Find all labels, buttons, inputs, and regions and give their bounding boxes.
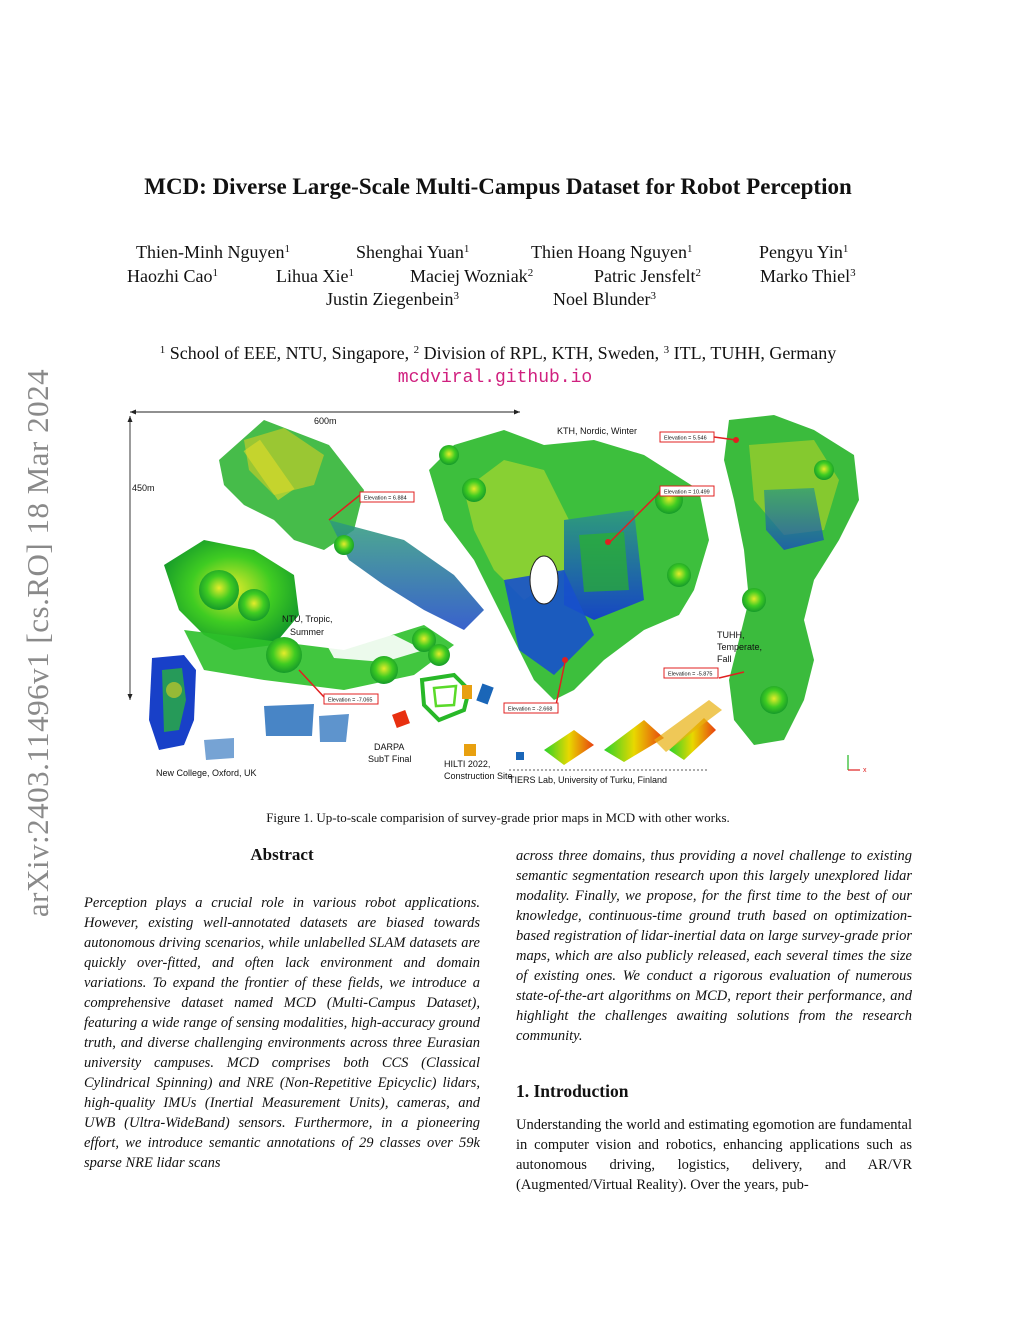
newcollege-label: New College, Oxford, UK xyxy=(156,768,257,778)
tuhh-label-line3: Fall xyxy=(717,654,732,664)
elevation-label: Elevation = 10.499 xyxy=(664,489,710,496)
kth-campus-map xyxy=(429,426,709,700)
author: Justin Ziegenbein$^3$ xyxy=(326,289,459,309)
elevation-label: Elevation = 6.884 xyxy=(364,495,407,502)
axis-x-label: x xyxy=(863,767,867,774)
author: Pengyu Yin$^1$ xyxy=(759,242,849,262)
hilti-map xyxy=(444,744,513,781)
tuhh-label-line1: TUHH, xyxy=(717,630,745,640)
author: Thien Hoang Nguyen$^1$ xyxy=(531,242,693,262)
tuhh-label-line2: Temperate, xyxy=(717,642,763,652)
author: Noel Blunder$^3$ xyxy=(553,289,656,309)
hilti-label-line2: Construction Site xyxy=(444,771,513,781)
darpa-label-line1: DARPA xyxy=(374,742,405,752)
ntu-label-line1: NTU, Tropic, xyxy=(282,614,333,624)
author: Lihua Xie$^1$ xyxy=(276,266,354,286)
elevation-label: Elevation = -7.065 xyxy=(328,697,373,704)
abstract-body-continued: across three domains, thus providing a novel challenge to existing semantic segmentation research upon this largely unexplored lidar modality. Finally, we propose, for the first time to the best of our knowledge, continuous-time ground truth based on optimization-based registration of lidar-inertial data on large survey-grade prior maps, which are also publicly released, each several times the size of existing ones. We conduct a rigorous evaluation of numerous state-of-the-art algorithms on MCD, report their performance, and highlight the challenges awaiting solutions from the research community. xyxy=(516,848,912,1044)
project-url[interactable]: mcdviral.github.io xyxy=(397,368,593,388)
introduction-body: Understanding the world and estimating egomotion are fundamental in computer vision and robotics, enhancing applications such as autonomous driving, logistics, delivery, and AR/VR (Augmented/Virtual Reality). Over the years, pub- xyxy=(516,1117,912,1193)
kth-label: KTH, Nordic, Winter xyxy=(557,426,638,436)
author: Marko Thiel$^3$ xyxy=(760,266,856,286)
scale-width-label: 600m xyxy=(314,416,337,426)
ntu-campus-map xyxy=(164,420,484,690)
section-heading-introduction: 1. Introduction xyxy=(516,1081,629,1101)
arxiv-identifier: arXiv:2403.11496v1 [cs.RO] 18 Mar 2024 xyxy=(20,368,55,918)
author: Patric Jensfelt$^2$ xyxy=(594,266,701,286)
axis-indicator xyxy=(848,755,867,774)
figure-caption: Figure 1. Up-to-scale comparision of survey-grade prior maps in MCD with other works. xyxy=(266,810,730,825)
author: Maciej Wozniak$^2$ xyxy=(410,266,534,286)
abstract-body: Perception plays a crucial role in various robot applications. However, existing well-annotated datasets are biased towards autonomous driving scenarios, while unlabelled SLAM datasets are quickly over-fitted, and often lack environment and domain variations. To expand the frontier of these fields, we introduce a comprehensive dataset named MCD (Multi-Campus Dataset), featuring a wide range of sensing modalities, high-accuracy ground truth, and diverse challenging environments across three Eurasian university campuses. MCD comprises both CCS (Classical Cylindrical Spinning) and NRE (Non-Repetitive Epicyclic) lidars, high-quality IMUs (Inertial Measurement Units), cameras, and UWB (Ultra-WideBand) sensors. Furthermore, in a pioneering effort, we introduce semantic annotations of 29 classes over 59k sparse NRE lidar scans xyxy=(84,895,480,1171)
elevation-label: Elevation = -2.668 xyxy=(508,706,553,713)
author: Thien-Minh Nguyen$^1$ xyxy=(136,242,290,262)
prior-maps-image xyxy=(124,400,876,795)
author: Haozhi Cao$^1$ xyxy=(127,266,218,286)
affiliations: $^1$ School of EEE, NTU, Singapore, $^2$ Division of RPL, KTH, Sweden, $^3$ ITL, TUHH, Germany xyxy=(159,343,837,363)
tuhh-campus-map xyxy=(717,415,859,745)
hilti-label-line1: HILTI 2022, xyxy=(444,759,491,769)
paper-title: MCD: Diverse Large-Scale Multi-Campus Dataset for Robot Perception xyxy=(144,174,852,199)
elevation-label: Elevation = -5.875 xyxy=(668,671,713,678)
author: Shenghai Yuan$^1$ xyxy=(356,242,470,262)
elevation-label: Elevation = 5.546 xyxy=(664,435,707,442)
abstract-heading: Abstract xyxy=(250,845,314,864)
darpa-label-line2: SubT Final xyxy=(368,754,412,764)
figure-prior-maps xyxy=(124,400,876,795)
ntu-label-line2: Summer xyxy=(290,627,325,637)
tiers-label: TIERS Lab, University of Turku, Finland xyxy=(509,775,668,785)
scale-height-label: 450m xyxy=(132,483,155,493)
